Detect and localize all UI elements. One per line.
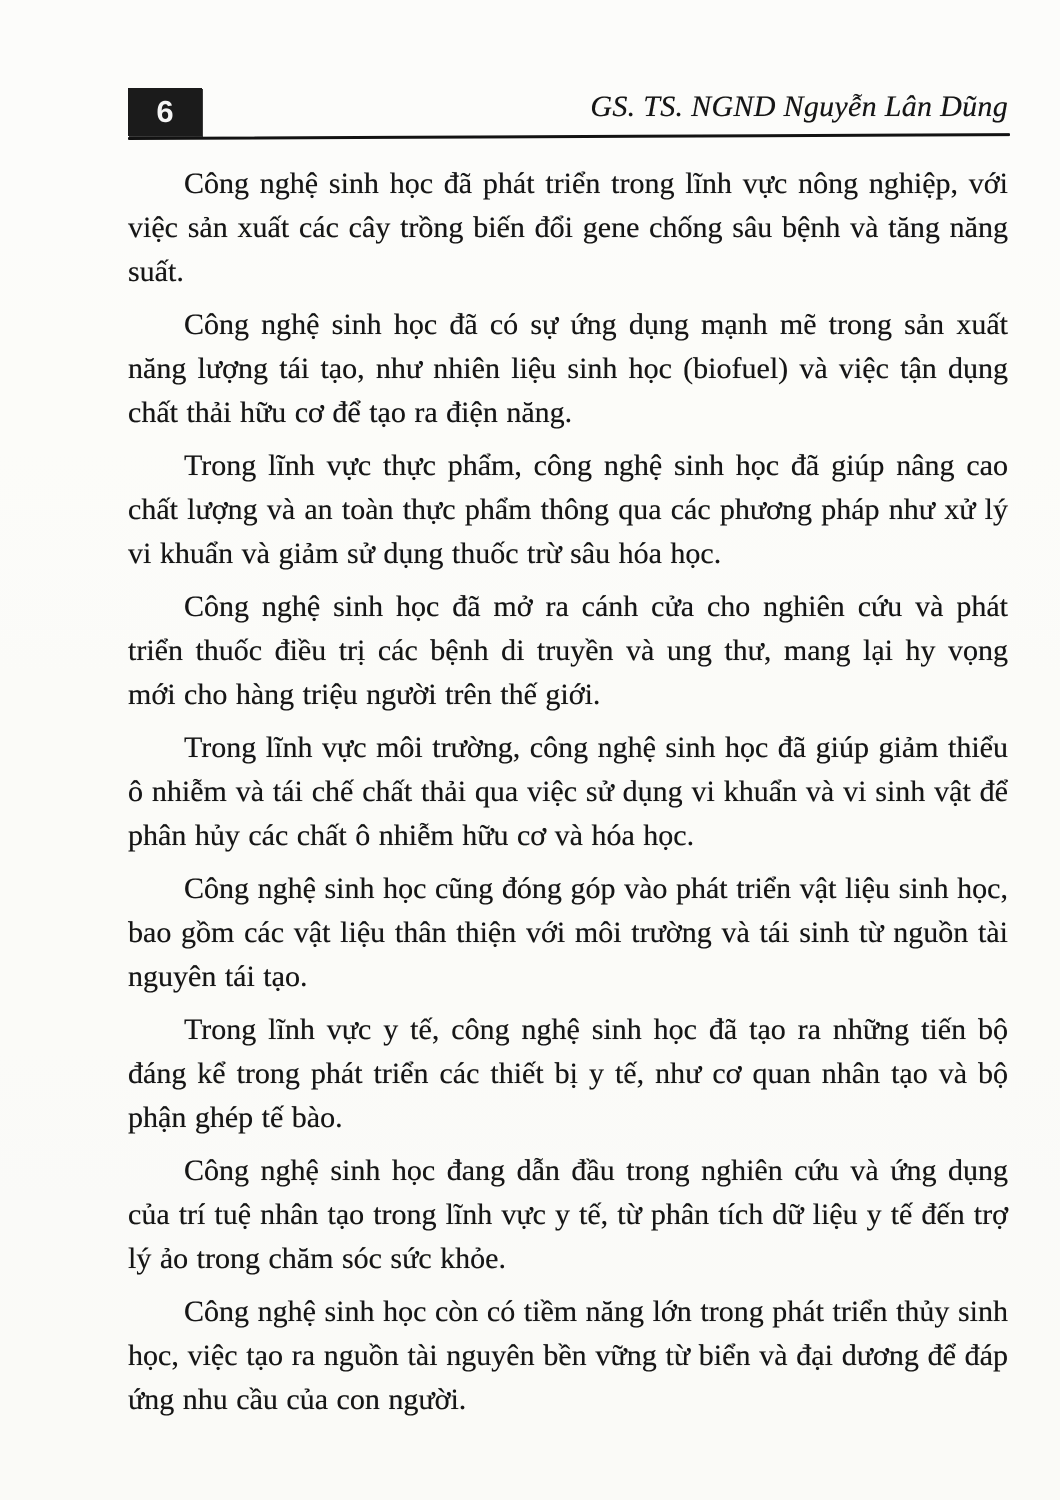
paragraph-9: Công nghệ sinh học còn có tiềm năng lớn trong phát triển thủy sinh học, việc tạo ra nguồn tài nguyên bền vững từ biển và đại dương để đáp ứng nhu cầu của con người. xyxy=(128,1295,1008,1416)
paragraph-3: Trong lĩnh vực thực phẩm, công nghệ sinh học đã giúp nâng cao chất lượng và an toàn thực phẩm thông qua các phương pháp như xử lý vi khuẩn và giảm sử dụng thuốc trừ sâu hóa học. xyxy=(128,449,1008,570)
paragraph-6: Công nghệ sinh học cũng đóng góp vào phát triển vật liệu sinh học, bao gồm các vật liệu thân thiện với môi trường và tái sinh từ nguồn tài nguyên tái tạo. xyxy=(128,872,1008,993)
page-body xyxy=(128,162,1008,1431)
paragraph-1: Công nghệ sinh học đã phát triển trong lĩnh vực nông nghiệp, với việc sản xuất các cây trồng biến đổi gene chống sâu bệnh và tăng năng suất. xyxy=(128,167,1008,288)
paragraph-7: Trong lĩnh vực y tế, công nghệ sinh học đã tạo ra những tiến bộ đáng kể trong phát triển các thiết bị y tế, như cơ quan nhân tạo và bộ phận ghép tế bào. xyxy=(128,1013,1008,1134)
header-rule xyxy=(128,133,1010,140)
running-head-author: GS. TS. NGND Nguyễn Lân Dũng xyxy=(590,90,1008,123)
paragraph-2: Công nghệ sinh học đã có sự ứng dụng mạnh mẽ trong sản xuất năng lượng tái tạo, như nhiên liệu sinh học (biofuel) và việc tận dụng chất thải hữu cơ để tạo ra điện năng. xyxy=(128,308,1008,429)
paragraph-4: Công nghệ sinh học đã mở ra cánh cửa cho nghiên cứu và phát triển thuốc điều trị các bệnh di truyền và ung thư, mang lại hy vọng mới cho hàng triệu người trên thế giới. xyxy=(128,590,1008,711)
page-number: 6 xyxy=(156,94,174,129)
page-number-badge xyxy=(128,88,202,136)
paragraph-5: Trong lĩnh vực môi trường, công nghệ sinh học đã giúp giảm thiểu ô nhiễm và tái chế chất thải qua việc sử dụng vi khuẩn và vi sinh vật để phân hủy các chất ô nhiễm hữu cơ và hóa học. xyxy=(128,731,1008,852)
paragraph-8: Công nghệ sinh học đang dẫn đầu trong nghiên cứu và ứng dụng của trí tuệ nhân tạo trong lĩnh vực y tế, từ phân tích dữ liệu y tế đến trợ lý ảo trong chăm sóc sức khỏe. xyxy=(128,1154,1008,1275)
